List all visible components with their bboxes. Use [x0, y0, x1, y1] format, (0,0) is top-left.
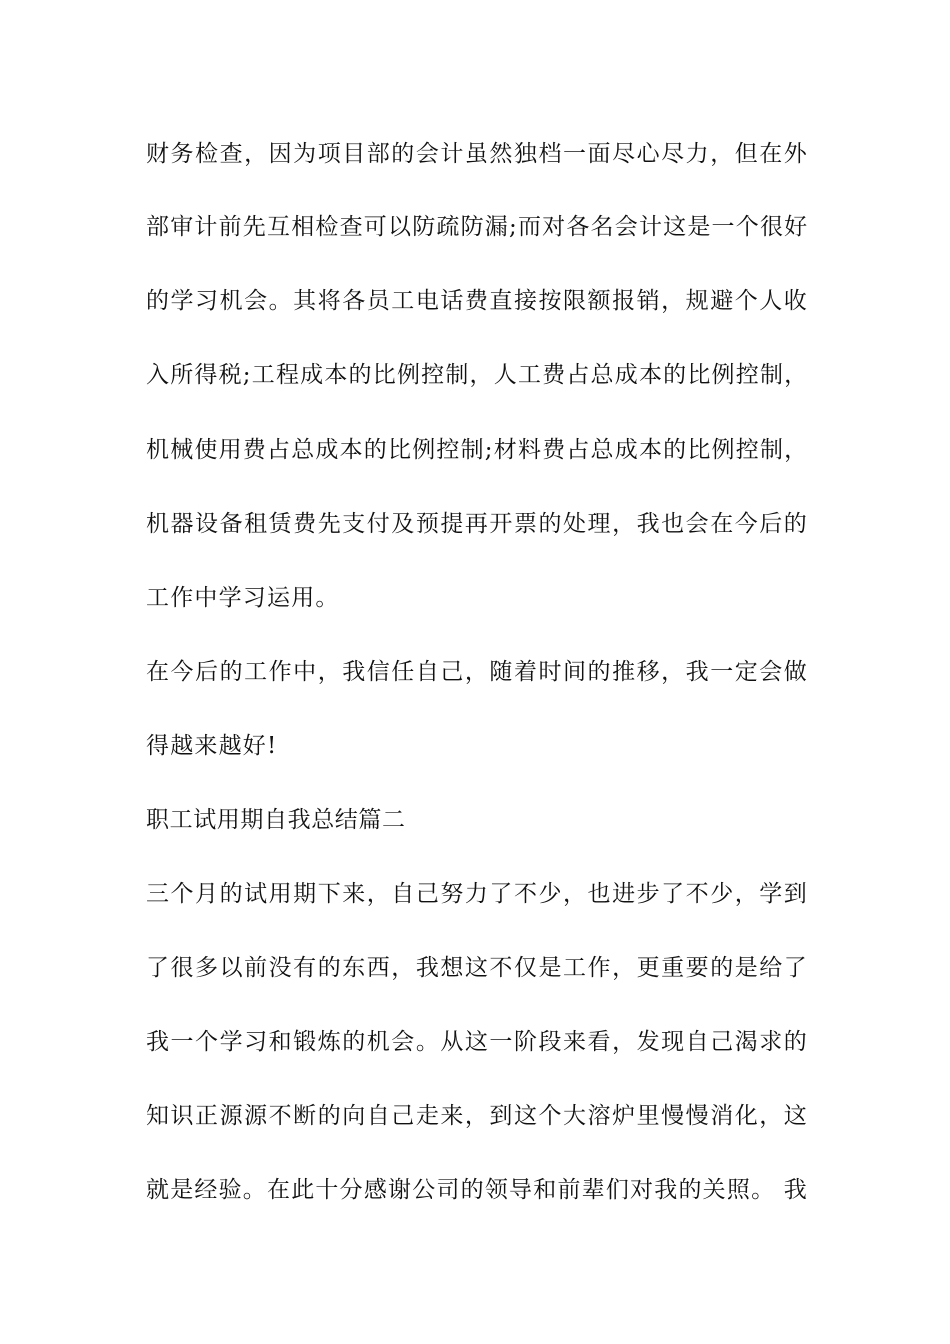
text-line: 三个月的试用期下来，自己努力了不少，也进步了不少，学到: [146, 881, 808, 907]
text-line: 知识正源源不断的向自己走来，到这个大溶炉里慢慢消化，这: [146, 1103, 808, 1129]
text-line: 入所得税;工程成本的比例控制，人工费占总成本的比例控制，: [146, 362, 809, 388]
text-line: 机械使用费占总成本的比例控制;材料费占总成本的比例控制，: [146, 437, 809, 463]
section-heading: 职工试用期自我总结篇二: [146, 807, 406, 833]
text-line: 工作中学习运用。: [146, 585, 340, 611]
text-line: 财务检查，因为项目部的会计虽然独档一面尽心尽力，但在外: [146, 141, 808, 167]
text-line: 部审计前先互相检查可以防疏防漏;而对各名会计这是一个很好: [146, 214, 809, 240]
text-line: 我一个学习和锻炼的机会。从这一阶段来看，发现自己渴求的: [146, 1029, 808, 1055]
text-line: 的学习机会。其将各员工电话费直接按限额报销，规避个人收: [146, 288, 808, 314]
text-line: 得越来越好!: [146, 733, 278, 759]
text-line: 机器设备租赁费先支付及预提再开票的处理，我也会在今后的: [146, 511, 808, 537]
text-line: 了很多以前没有的东西，我想这不仅是工作，更重要的是给了: [146, 955, 808, 981]
text-line: 在今后的工作中，我信任自己，随着时间的推移，我一定会做: [146, 659, 808, 685]
text-line: 就是经验。在此十分感谢公司的领导和前辈们对我的关照。 我: [146, 1177, 808, 1203]
